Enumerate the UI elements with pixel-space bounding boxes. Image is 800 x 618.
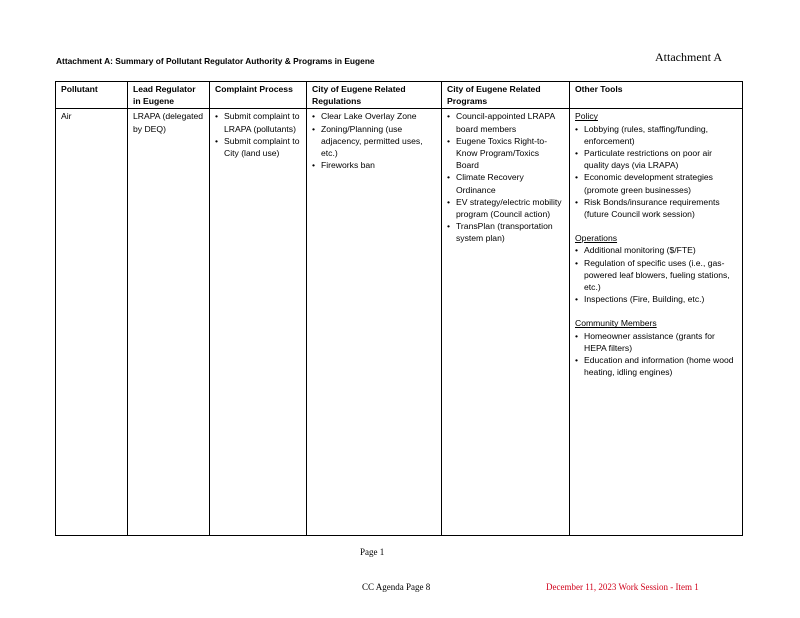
agenda-page-label: CC Agenda Page 8 <box>362 582 431 592</box>
list-item: • Inspections (Fire, Building, etc.) <box>575 293 737 305</box>
list-item: • Zoning/Planning (use adjacency, permitted uses, etc.) <box>312 123 436 160</box>
col-header-lead-regulator: Lead Regulator in Eugene <box>128 82 210 109</box>
cell-complaint-process <box>210 109 307 536</box>
list-item: • Particulate restrictions on poor air quality days (via LRAPA) <box>575 147 737 171</box>
list-item: • Regulation of specific uses (i.e., gas-powered leaf blowers, fueling stations, etc.) <box>575 257 737 294</box>
list-item: • Submit complaint to LRAPA (pollutants) <box>215 110 301 134</box>
list-item: • Fireworks ban <box>312 159 436 171</box>
list-item: • Economic development strategies (promote green businesses) <box>575 171 737 195</box>
list-item: • Lobbying (rules, staffing/funding, enforcement) <box>575 123 737 147</box>
list-item: • TransPlan (transportation system plan) <box>447 220 564 244</box>
policy-list <box>575 123 737 221</box>
programs-list <box>447 110 564 244</box>
operations-heading: Operations <box>575 233 618 244</box>
list-item: • Clear Lake Overlay Zone <box>312 110 436 122</box>
col-header-programs: City of Eugene Related Programs <box>442 82 570 109</box>
work-session-label: December 11, 2023 Work Session - Item 1 <box>546 582 699 592</box>
document-title: Attachment A: Summary of Pollutant Regulator Authority & Programs in Eugene <box>56 56 375 66</box>
cell-other-tools <box>570 109 743 536</box>
summary-table <box>55 81 743 536</box>
complaint-list <box>215 110 301 159</box>
col-header-other-tools: Other Tools <box>570 82 743 109</box>
list-item: • Council-appointed LRAPA board members <box>447 110 564 134</box>
list-item: • Climate Recovery Ordinance <box>447 171 564 195</box>
attachment-label: Attachment A <box>655 50 722 64</box>
list-item: • Risk Bonds/insurance requirements (future Council work session) <box>575 196 737 220</box>
col-header-regulations: City of Eugene Related Regulations <box>307 82 442 109</box>
list-item: • Submit complaint to City (land use) <box>215 135 301 159</box>
table-row <box>56 109 743 536</box>
col-header-complaint-process: Complaint Process <box>210 82 307 109</box>
col-header-pollutant: Pollutant <box>56 82 128 109</box>
list-item: • Eugene Toxics Right-to-Know Program/Toxics Board <box>447 135 564 172</box>
operations-list <box>575 244 737 305</box>
cell-regulations <box>307 109 442 536</box>
cell-lead-regulator: LRAPA (delegated by DEQ) <box>128 109 210 536</box>
community-heading: Community Members <box>575 318 657 329</box>
header-row <box>56 82 743 109</box>
list-item: • Education and information (home wood heating, idling engines) <box>575 354 737 378</box>
community-list <box>575 330 737 379</box>
cell-pollutant: Air <box>56 109 128 536</box>
policy-heading: Policy <box>575 111 598 122</box>
regulations-list <box>312 110 436 171</box>
list-item: • Additional monitoring ($/FTE) <box>575 244 737 256</box>
list-item: • Homeowner assistance (grants for HEPA filters) <box>575 330 737 354</box>
cell-programs <box>442 109 570 536</box>
list-item: • EV strategy/electric mobility program (Council action) <box>447 196 564 220</box>
page-number: Page 1 <box>360 547 385 557</box>
